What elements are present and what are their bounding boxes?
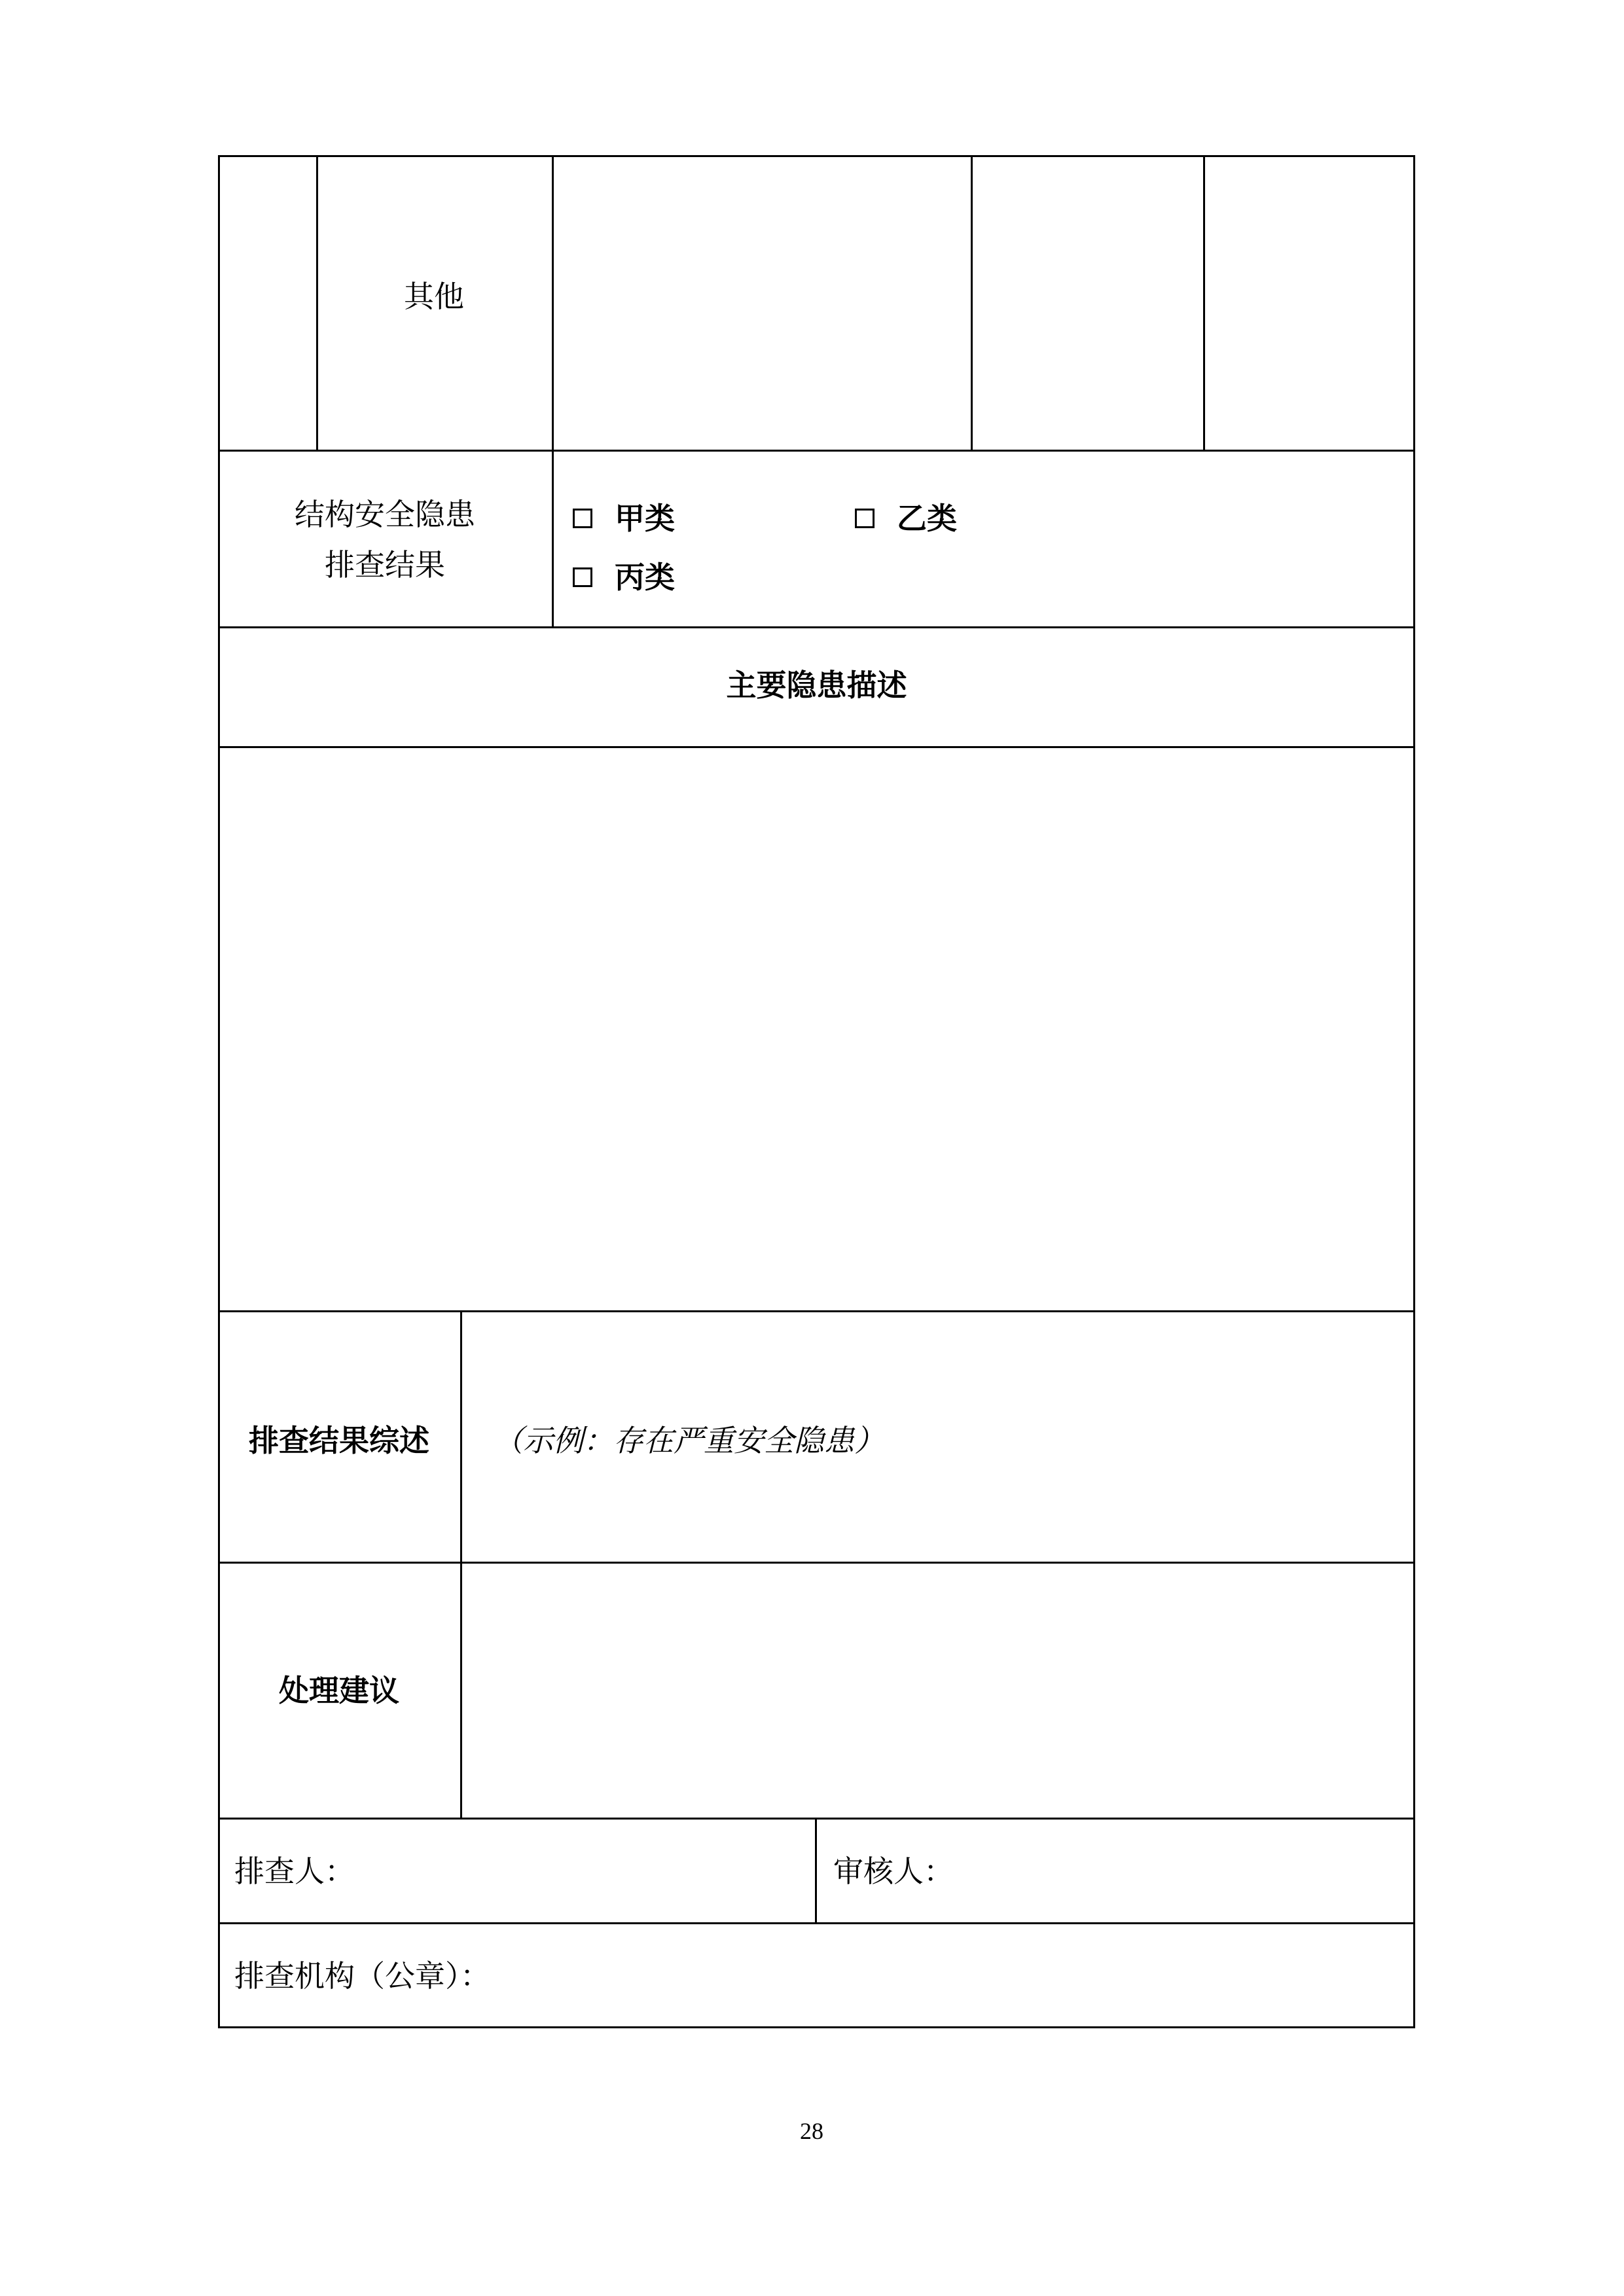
row-separator-results	[218, 626, 1415, 628]
class-c-label: 丙类	[615, 560, 675, 595]
class-c-checkbox-icon[interactable]	[573, 567, 592, 587]
class-a-label: 甲类	[615, 501, 675, 536]
option-class-b[interactable]	[855, 501, 957, 536]
table-top-border	[218, 155, 1415, 157]
other-row-fourth-divider	[1203, 155, 1205, 450]
row-separator-description-title	[218, 746, 1415, 748]
suggestion-content[interactable]	[493, 1595, 1377, 1785]
summary-suggestion-divider	[460, 1310, 462, 1818]
main-hazard-description-title: 主要隐患描述	[726, 668, 907, 703]
summary-label: 排查结果综述	[249, 1423, 429, 1458]
class-b-checkbox-icon[interactable]	[855, 509, 875, 528]
main-hazard-description-content[interactable]	[241, 783, 1386, 1274]
row-separator-summary	[218, 1562, 1415, 1564]
class-b-label: 乙类	[897, 501, 957, 536]
other-row-label: 其他	[404, 279, 464, 314]
reviewer-label: 审核人：	[833, 1854, 954, 1889]
inspection-form-table	[218, 155, 1415, 2028]
other-row-third-divider	[971, 155, 973, 450]
suggestion-label: 处理建议	[279, 1673, 399, 1708]
inspector-label: 排查人：	[234, 1854, 355, 1889]
row-separator-description-body	[218, 1310, 1415, 1312]
summary-example-text[interactable]: （示例：存在严重安全隐患）	[493, 1423, 884, 1458]
table-left-border	[218, 155, 220, 2028]
structure-result-label-line2: 排查结果	[325, 547, 445, 583]
table-right-border	[1413, 155, 1415, 2028]
other-row-label-divider	[552, 155, 554, 626]
signature-divider	[815, 1818, 817, 1922]
structure-result-label-line1: 结构安全隐患	[295, 497, 475, 532]
option-class-a[interactable]	[573, 501, 675, 536]
row-separator-signatures	[218, 1922, 1415, 1924]
row-separator-other	[218, 450, 1415, 452]
option-class-c[interactable]	[573, 560, 675, 595]
table-bottom-border	[218, 2026, 1415, 2028]
class-a-checkbox-icon[interactable]	[573, 509, 592, 528]
organization-seal-label: 排查机构（公章）：	[234, 1958, 490, 1994]
page-number: 28	[800, 2118, 823, 2144]
